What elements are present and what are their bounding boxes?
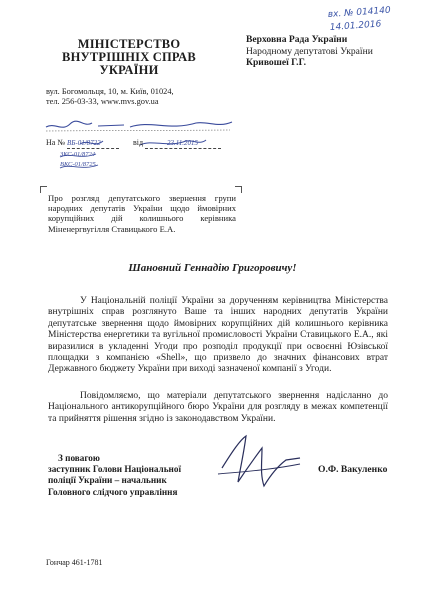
- date-underline: [46, 130, 230, 131]
- salutation: Шановний Геннадію Григоровичу!: [128, 262, 297, 274]
- ministry-name-line2: ВНУТРІШНІХ СПРАВ: [62, 50, 196, 64]
- signature: [218, 436, 300, 486]
- extra-ref-1: ЗКС-01/8724: [60, 151, 96, 158]
- signature-stroke-underline: [218, 464, 300, 474]
- ministry-name-line3: УКРАЇНИ: [99, 63, 159, 77]
- handwritten-ref-date: 23.11.2015: [167, 139, 199, 147]
- ministry-letterhead: [40, 38, 218, 77]
- stamp-date: 14.01.2016: [329, 19, 382, 33]
- subject-text: Про розгляд депутатського звернення групи народних депутатів України щодо ймовірних корупційних дій колишнього керівника Міненергвугілля Ставицького Е.А.: [48, 193, 236, 234]
- closing-position-2: поліції України – начальник: [48, 475, 167, 486]
- recipient-organization: Верховна Рада України: [246, 34, 348, 45]
- stamp-number: вх. № 014140: [327, 5, 391, 20]
- body-paragraph-1: У Національній поліції України за дорученням керівництва Міністерства внутрішніх справ розглянуто Ваше та інших народних депутатів України депутатське звернення щодо ймовірних корупційних дій колишнього керівника Міністерства енергетики та вугільної промисловості України Ставицького Е.А., які виразилися в укладенні Угоди про розподіл продукції при освоєнні Юзівської площадки з компанією «Shell», що призвело до значних фінансових втрат Державного бюджету України при виході зазначеної компанії з Угоди.: [48, 296, 388, 375]
- recipient-title: Народному депутатові України: [246, 45, 373, 57]
- signature-stroke-main: [222, 436, 300, 486]
- executor-footer: Гончар 461-1781: [46, 558, 103, 567]
- registration-ref-row: [46, 138, 221, 149]
- ref-number-blank: [67, 138, 119, 149]
- ministry-contacts: тел. 256-03-33, www.mvs.gov.ua: [46, 97, 159, 106]
- subject-corner-tl: [40, 186, 47, 193]
- incoming-stamp: [328, 6, 392, 33]
- subject-corner-tr: [235, 186, 242, 193]
- extra-ref-2: ВКС-01/8725: [60, 161, 96, 168]
- closing-position-1: заступник Голови Національної: [48, 464, 182, 475]
- ministry-address: вул. Богомольця, 10, м. Київ, 01024,: [46, 87, 174, 96]
- label-na: На №: [46, 138, 65, 147]
- recipient-name: Кривошеї Г.Г.: [246, 57, 306, 69]
- label-vid: від: [132, 138, 144, 147]
- ref-date-blank: [145, 138, 221, 149]
- handwritten-ref: ВБ-01/8722: [66, 139, 101, 147]
- closing-position-3: Головного слідчого управління: [48, 486, 178, 497]
- signer-name: О.Ф. Вакуленко: [318, 464, 388, 475]
- closing-block: [48, 453, 198, 498]
- recipient-block: [246, 34, 416, 69]
- closing-regards: З повагою: [58, 453, 100, 463]
- ministry-name-line1: МІНІСТЕРСТВО: [77, 37, 181, 51]
- body-paragraph-2: Повідомляємо, що матеріали депутатського звернення надісланно до Національного антикорупційного бюро України для розгляду в межах компетенції та прийняття рішення згідно із законодавством України.: [48, 391, 388, 424]
